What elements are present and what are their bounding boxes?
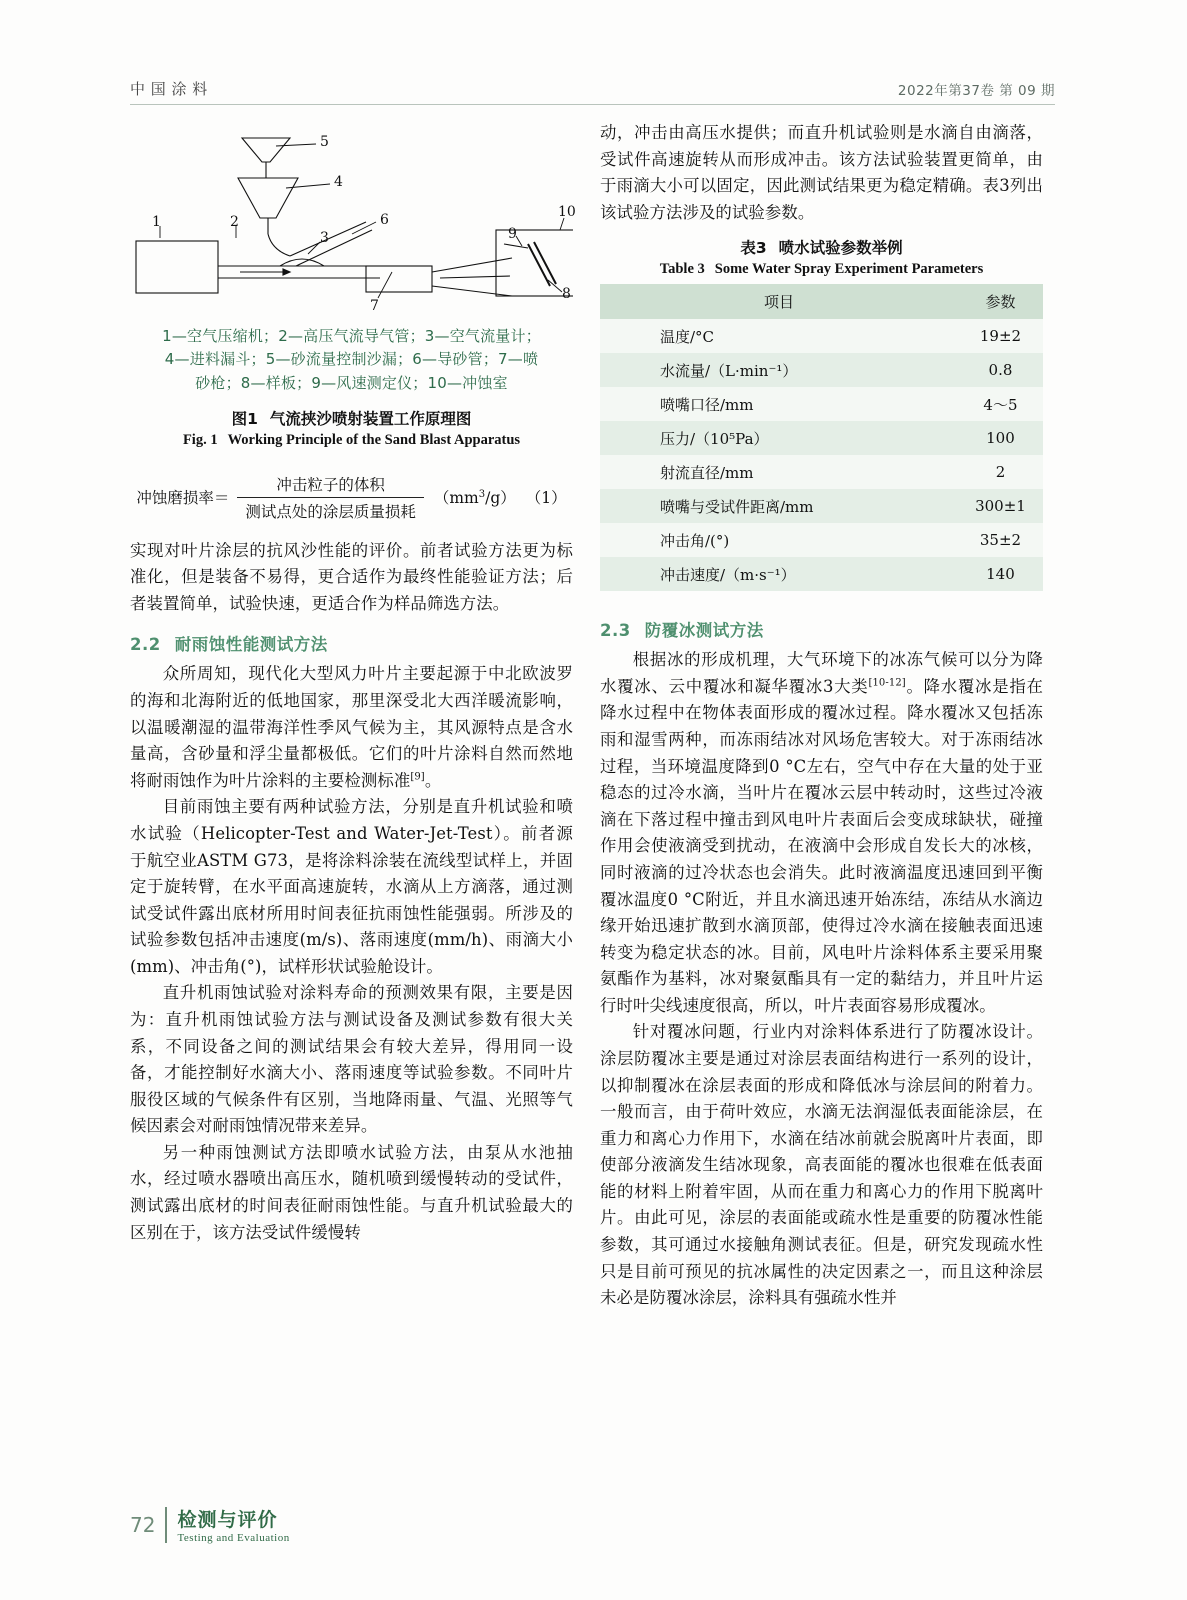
figure-title-cn bbox=[130, 407, 573, 429]
footer-section bbox=[177, 1505, 289, 1544]
table-row bbox=[600, 455, 1043, 489]
table-3-title-cn bbox=[600, 236, 1043, 258]
journal-name: 中 国 涂 料 bbox=[130, 82, 209, 98]
table-cell-value: 300±1 bbox=[958, 489, 1043, 523]
footer-section-en: Testing and Evaluation bbox=[177, 1532, 290, 1544]
figure-label-9: 9 bbox=[508, 226, 517, 242]
table-cell-item: 喷嘴与受试件距离/mm bbox=[600, 489, 958, 523]
figure-title-en-label: Fig. 1 bbox=[182, 431, 218, 448]
figure-legend-line-2: 4—进料漏斗；5—砂流量控制沙漏；6—导砂管；7—喷 bbox=[164, 350, 539, 369]
figure-label-1: 1 bbox=[152, 214, 161, 230]
right-paragraph-3: 针对覆冰问题，行业内对涂料体系进行了防覆冰设计。涂层防覆冰主要是通过对涂层表面结构进行一系列的设计，以抑制覆冰在涂层表面的形成和降低冰与涂层间的附着力。一般而言，由于荷叶效应，水滴无法润湿低表面能涂层，在重力和离心力作用下，水滴在结冰前就会脱离叶片表面，即使部分液滴发生结冰现象，高表面能的覆冰也很难在低表面能的材料上附着牢固，从而在重力和离心力的作用下脱离叶片。由此可见，涂层的表面能或疏水性是重要的防覆冰性能参数，其可通过水接触角测试表征。但是，研究发现疏水性只是目前可预见的抗冰属性的决定因素之一，而且这种涂层未必是防覆冰涂层，涂料具有强疏水性并 bbox=[600, 1022, 1043, 1308]
right-paragraph-2 bbox=[600, 647, 1043, 1019]
left-paragraph-3: 目前雨蚀主要有两种试验方法，分别是直升机试验和喷水试验（Helicopter-Test and Water-Jet-Test）。前者源于航空业ASTM G73，是将涂料涂装在流线型试样上，并固定于旋转臂，在水平面高速旋转，水滴从上方滴落，通过测试受试件露出底材所用时间表征抗雨蚀性能强弱。所涉及的试验参数包括冲击速度(m/s)、落雨速度(mm/h)、雨滴大小(mm)、冲击角(°)，试样形状试验舱设计。 bbox=[130, 797, 573, 976]
table-cell-item: 射流直径/mm bbox=[600, 455, 958, 489]
table-cell-item: 水流量/（L·min⁻¹） bbox=[600, 353, 958, 387]
table-cell-value: 2 bbox=[958, 455, 1043, 489]
right-paragraph-2-ref: [10-12] bbox=[868, 677, 906, 689]
right-paragraph-2-text: 根据冰的形成机理，大气环境下的冰冻气候可以分为降水覆冰、云中覆冰和凝华覆冰3大类 bbox=[600, 650, 1043, 696]
table-row bbox=[600, 421, 1043, 455]
left-paragraph-5: 另一种雨蚀测试方法即喷水试验方法，由泵从水池抽水，经过喷水器喷出高压水，随机喷到缓慢转动的受试件，测试露出底材的时间表征耐雨蚀性能。与直升机试验最大的区别在于，该方法受试件缓慢转 bbox=[130, 1142, 573, 1242]
table-cell-value: 4～5 bbox=[958, 387, 1043, 421]
left-paragraph-2 bbox=[130, 661, 573, 794]
table-cell-item: 压力/（10⁵Pa） bbox=[600, 421, 958, 455]
section-heading-2-2 bbox=[130, 631, 573, 655]
table-cell-item: 冲击角/(°) bbox=[600, 523, 958, 557]
figure-label-4: 4 bbox=[334, 174, 343, 190]
table-cell-value: 100 bbox=[958, 421, 1043, 455]
formula-unit bbox=[434, 486, 516, 508]
section-2-3-number: 2.3 bbox=[600, 621, 631, 641]
figure-label-3: 3 bbox=[320, 230, 329, 246]
page-number: 72 bbox=[130, 1512, 156, 1537]
footer-section-cn: 检测与评价 bbox=[177, 1509, 278, 1531]
figure-title-en bbox=[130, 432, 573, 449]
figure-1-diagram bbox=[130, 126, 576, 321]
formula-unit-post: /g） bbox=[485, 489, 516, 508]
section-2-3-title: 防覆冰测试方法 bbox=[644, 621, 764, 641]
left-paragraph-2-end: 。 bbox=[424, 770, 442, 790]
sand-blast-apparatus-diagram bbox=[130, 126, 573, 321]
left-paragraph-4: 直升机雨蚀试验对涂料寿命的预测效果有限，主要是因为：直升机雨蚀试验方法与测试设备及测试参数有很大关系，不同设备之间的测试结果会有较大差异，得用同一设备，才能控制好水滴大小、落雨速度等试验参数。不同叶片服役区域的气候条件有区别，当地降雨量、气温、光照等气候因素会对耐雨蚀情况带来差异。 bbox=[130, 983, 573, 1136]
table-row bbox=[600, 353, 1043, 387]
water-spray-parameters-table bbox=[600, 284, 1043, 591]
header-divider bbox=[130, 104, 1055, 105]
section-2-2-number: 2.2 bbox=[130, 635, 161, 655]
table-3-title-en bbox=[600, 261, 1043, 278]
figure-label-5: 5 bbox=[320, 134, 329, 150]
table-cell-item: 冲击速度/（m·s⁻¹） bbox=[600, 557, 958, 591]
figure-label-10: 10 bbox=[558, 204, 576, 220]
table-row bbox=[600, 489, 1043, 523]
figure-label-6: 6 bbox=[380, 212, 389, 228]
table-cell-item: 温度/°C bbox=[600, 319, 958, 353]
left-paragraph-2-ref: [9] bbox=[410, 771, 425, 783]
right-paragraph-1: 动，冲击由高压水提供；而直升机试验则是水滴自由滴落，受试件高速旋转从而形成冲击。该方法试验装置更简单，由于雨滴大小可以固定，因此测试结果更为稳定精确。表3列出该试验方法涉及的试验参数。 bbox=[600, 123, 1043, 222]
table-cell-value: 140 bbox=[958, 557, 1043, 591]
footer-divider bbox=[165, 1507, 167, 1543]
formula-denominator: 测试点处的涂层质量损耗 bbox=[237, 497, 424, 522]
table-row bbox=[600, 387, 1043, 421]
table-cell-item: 喷嘴口径/mm bbox=[600, 387, 958, 421]
page-header bbox=[130, 78, 1055, 99]
left-paragraph-1: 实现对叶片涂层的抗风沙性能的评价。前者试验方法更为标准化，但是装备不易得，更合适作为最终性能验证方法；后者装置简单，试验快速，更适合作为样品筛选方法。 bbox=[130, 540, 573, 613]
figure-1 bbox=[130, 126, 576, 449]
erosion-rate-formula bbox=[130, 473, 573, 522]
section-heading-2-3 bbox=[600, 617, 1043, 641]
table-row bbox=[600, 523, 1043, 557]
table-3-text-en: Some Water Spray Experiment Parameters bbox=[714, 261, 984, 278]
formula-unit-sup: 3 bbox=[478, 489, 486, 501]
table-3-label-cn: 表3 bbox=[740, 239, 767, 258]
figure-legend bbox=[130, 325, 573, 395]
figure-label-8: 8 bbox=[562, 286, 571, 302]
table-cell-value: 35±2 bbox=[958, 523, 1043, 557]
figure-title-en-text: Working Principle of the Sand Blast Apparatus bbox=[227, 431, 521, 448]
left-column bbox=[130, 120, 576, 1246]
right-column bbox=[600, 120, 1043, 1312]
figure-legend-line-1: 1—空气压缩机；2—高压气流导气管；3—空气流量计； bbox=[162, 327, 541, 345]
issue-info: 2022年第37卷 第 09 期 bbox=[897, 83, 1055, 99]
table-header-item: 项目 bbox=[600, 284, 958, 319]
page-footer bbox=[130, 1505, 290, 1544]
table-row bbox=[600, 319, 1043, 353]
formula-lead: 冲蚀磨损率＝ bbox=[136, 489, 230, 508]
table-cell-value: 19±2 bbox=[958, 319, 1043, 353]
table-row bbox=[600, 557, 1043, 591]
right-paragraph-2-cont: 。降水覆冰是指在降水过程中在物体表面形成的覆冰过程。降水覆冰又包括冻雨和湿雪两种，而冻雨结冰对风场危害较大。对于冻雨结冰过程，当环境温度降到0 °C左右，空气中存在大量的处于亚稳态的过冷水滴，当叶片在覆冰云层中转动时，这些过冷液滴在下落过程中撞击到风电叶片表面后会变成球缺状，碰撞作用会使液滴受到扰动，在液滴中会形成自发长大的冰核，同时液滴的过冷状态也会消失。此时液滴温度迅速回到平衡覆冰温度0 °C附近，并且水滴迅速开始冻结，冻结从水滴边缘开始迅速扩散到水滴顶部，使得过冷水滴在接触表面迅速转变为稳定状态的冰。目前，风电叶片涂料体系主要采用聚氨酯作为基料，冰对聚氨酯具有一定的黏结力，并且叶片运行时叶尖线速度很高，所以，叶片表面容易形成覆冰。 bbox=[600, 676, 1043, 1015]
table-header-row bbox=[600, 284, 1043, 319]
formula-number: （1） bbox=[525, 489, 567, 508]
figure-title-cn-text: 气流挟沙喷射装置工作原理图 bbox=[269, 409, 472, 428]
formula-numerator: 冲击粒子的体积 bbox=[276, 475, 385, 494]
table-cell-value: 0.8 bbox=[958, 353, 1043, 387]
figure-label-2: 2 bbox=[230, 214, 239, 230]
formula-unit-pre: （mm bbox=[433, 489, 479, 508]
table-3-text-cn: 喷水试验参数举例 bbox=[778, 239, 903, 258]
figure-legend-line-3: 砂枪；8—样板；9—风速测定仪；10—冲蚀室 bbox=[195, 373, 508, 392]
table-3-label-en: Table 3 bbox=[659, 261, 705, 278]
figure-title-cn-label: 图1 bbox=[231, 409, 258, 428]
formula-fraction bbox=[237, 473, 424, 522]
table-header-value: 参数 bbox=[958, 284, 1043, 319]
figure-label-7: 7 bbox=[370, 298, 379, 314]
left-paragraph-2-text: 众所周知，现代化大型风力叶片主要起源于中北欧波罗的海和北海附近的低地国家，那里深受北大西洋暖流影响，以温暖潮湿的温带海洋性季风气候为主，其风源特点是含水量高，含砂量和浮尘量都极低。它们的叶片涂料自然而然地将耐雨蚀作为叶片涂料的主要检测标准 bbox=[130, 664, 573, 790]
section-2-2-title: 耐雨蚀性能测试方法 bbox=[174, 635, 328, 655]
